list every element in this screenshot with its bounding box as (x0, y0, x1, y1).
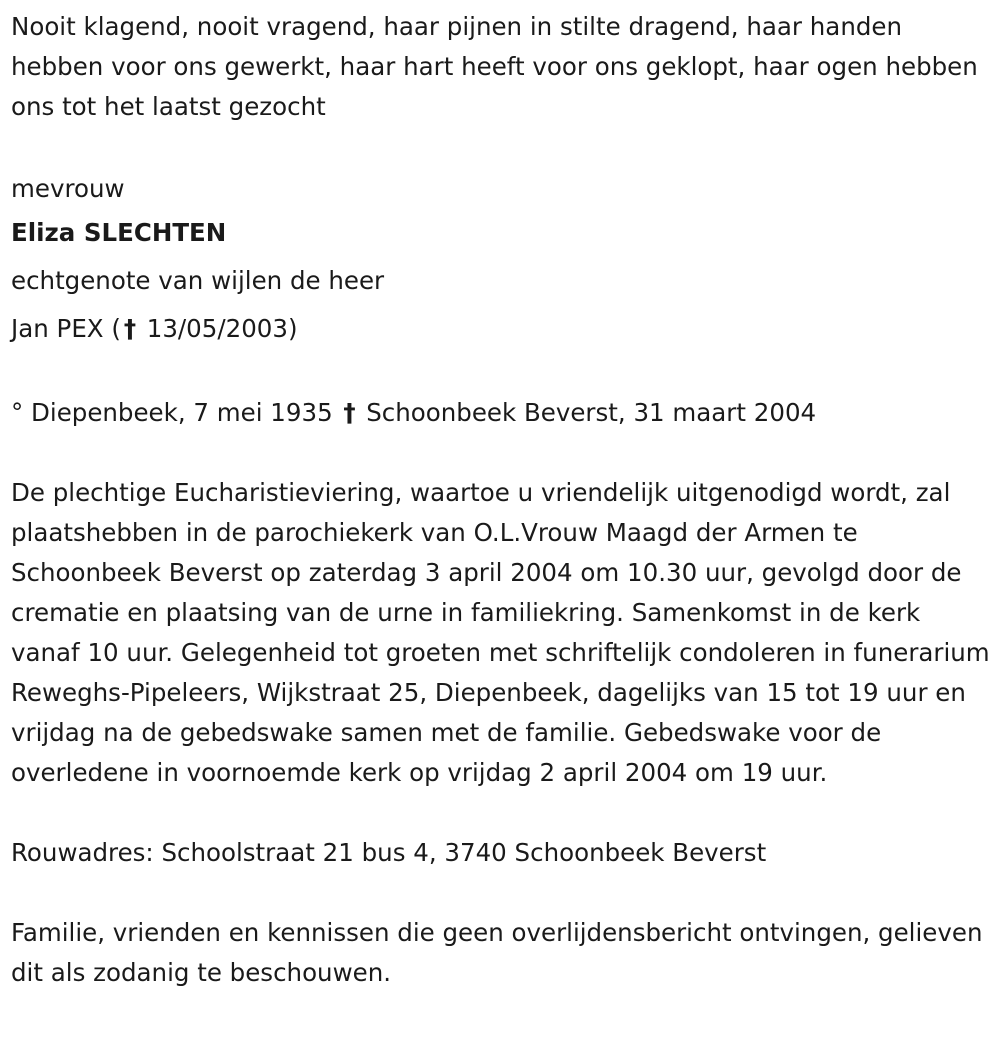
deceased-name: Eliza SLECHTEN (11, 218, 227, 247)
obituary-document (11, 7, 996, 993)
closing-text: Familie, vrienden en kennissen die geen overlijdensbericht ontvingen, gelieven dit als zodanig te beschouwen. (11, 918, 983, 987)
spacer (11, 353, 996, 393)
spouse-line (11, 305, 996, 353)
spouse-death-date: 13/05/2003) (138, 314, 298, 343)
ceremony-text: De plechtige Eucharistieviering, waartoe u vriendelijk uitgenodigd wordt, zal plaatshebben in de parochiekerk van O.L.Vrouw Maagd der Armen te Schoonbeek Beverst op zaterdag 3 april 2004 om 10.30 uur, gevolgd door de crematie en plaatsing van de urne in familiekring. Samenkomst in de kerk vanaf 10 uur. Gelegenheid tot groeten met schriftelijk condoleren in funerarium Reweghs-Pipeleers, Wijkstraat 25, Diepenbeek, dagelijks van 15 tot 19 uur en vrijdag na de gebedswake samen met de familie. Gebedswake voor de overledene in voornoemde kerk op vrijdag 2 april 2004 om 19 uur. (11, 478, 990, 787)
spacer (11, 433, 996, 473)
spacer (11, 873, 996, 913)
motto-text: Nooit klagend, nooit vragend, haar pijnen in stilte dragend, haar handen hebben voor ons gewerkt, haar hart heeft voor ons geklopt, haar ogen hebben ons tot het laatst gezocht (11, 12, 978, 121)
cross-icon: † (343, 398, 356, 427)
birth-mark: ° (11, 398, 24, 427)
death-info: Schoonbeek Beverst, 31 maart 2004 (358, 398, 817, 427)
cross-icon: † (123, 314, 137, 343)
honorific: mevrouw (11, 174, 125, 203)
spouse-name: Jan PEX ( (11, 314, 121, 343)
spacer (11, 127, 996, 167)
birth-info: Diepenbeek, 7 mei 1935 (23, 398, 341, 427)
mourning-address: Rouwadres: Schoolstraat 21 bus 4, 3740 Schoonbeek Beverst (11, 838, 767, 867)
birth-death-line (11, 393, 996, 433)
spouse-intro: echtgenote van wijlen de heer (11, 266, 385, 295)
spacer (11, 793, 996, 833)
